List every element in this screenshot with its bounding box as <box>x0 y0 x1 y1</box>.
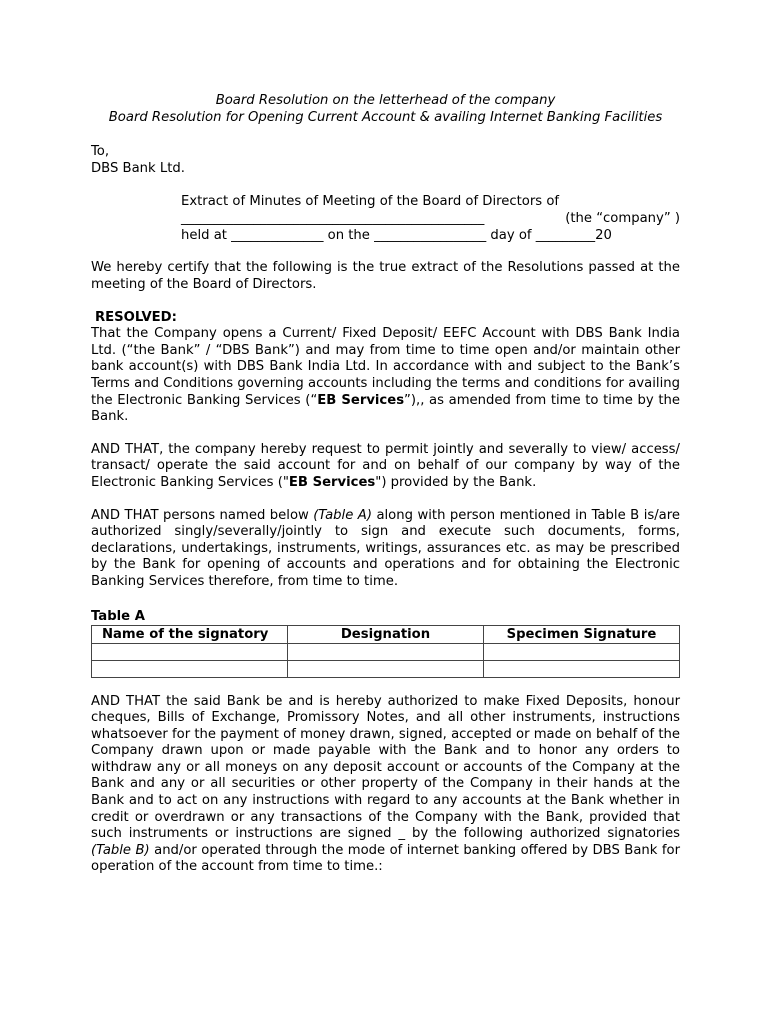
resolved-paragraph <box>91 326 680 426</box>
table-row <box>92 643 680 660</box>
document-header <box>81 92 690 126</box>
resolved-eb-services: EB Services <box>317 392 405 408</box>
and-that-1-eb-services: EB Services <box>288 474 376 490</box>
and-that-paragraph-2 <box>91 508 680 591</box>
extract-company-line <box>181 210 680 227</box>
table-cell <box>288 643 484 660</box>
company-name-blank: ______________________________________________ <box>181 211 485 226</box>
extract-held-at-line: held at ______________ on the _________________ day of _________20 <box>181 228 612 243</box>
and-that-paragraph-1 <box>91 442 680 492</box>
table-a <box>91 625 680 678</box>
table-cell <box>288 660 484 677</box>
and-that-2-after: along with person mentioned in Table B is/are authorized singly/severally/jointly to sign and execute such documents, forms, declarations, undertakings, instruments, writings, assurances etc. as may be prescribed by the Bank for opening of accounts and operations and for obtaining the Electronic Banking Services therefore, from time to time. <box>91 507 681 589</box>
and-that-3-table-b-ref: (Table B) <box>91 842 150 858</box>
table-cell <box>484 643 680 660</box>
address-block <box>91 143 680 177</box>
table-cell <box>484 660 680 677</box>
and-that-2-table-a-ref: (Table A) <box>313 507 372 523</box>
and-that-3-after: and/or operated through the mode of internet banking offered by DBS Bank for operation of the account from time to time.: <box>91 842 680 875</box>
extract-block <box>181 193 680 244</box>
address-to: To, <box>91 144 110 159</box>
table-a-header-row <box>92 625 680 643</box>
column-header-name: Name of the signatory <box>92 625 288 643</box>
table-a-title: Table A <box>91 608 145 624</box>
certify-paragraph: We hereby certify that the following is the true extract of the Resolutions passed at the meeting of the Board of Directors. <box>91 260 680 292</box>
and-that-1-before: AND THAT, the company hereby request to permit jointly and severally to view/ access/ transact/ operate the said account for and on behalf of our company by way of the Electronic Banking Services (" <box>91 441 680 490</box>
header-line-1: Board Resolution on the letterhead of the company <box>215 93 556 108</box>
table-cell <box>92 643 288 660</box>
and-that-3-before: AND THAT the said Bank be and is hereby authorized to make Fixed Deposits, honour cheques, Bills of Exchange, Promissory Notes, and all other instruments, instructions whatsoever for the payment of money drawn, signed, accepted or made on behalf of the Company drawn upon or made payable with the Bank and to honor any orders to withdraw any or all moneys on any deposit account or accounts of the Company at the Bank and any or all securities or other property of the Company in their hands at the Bank and to act on any instructions with regard to any accounts at the Bank whether in credit or overdrawn or any transactions of the Company with the Bank, provided that such instruments or instructions are signed _ by the following authorized signatories <box>91 693 680 842</box>
document-page <box>91 92 680 876</box>
resolved-text-before: That the Company opens a Current/ Fixed Deposit/ EEFC Account with DBS Bank India Ltd. (“the Bank” / “DBS Bank”) and may from time to time open and/or maintain other bank account(s) with DBS Bank India Ltd. In accordance with and subject to the Bank’s Terms and Conditions governing accounts including the terms and conditions for availing the Electronic Banking Services (“ <box>91 326 680 408</box>
header-line-2: Board Resolution for Opening Current Account & availing Internet Banking Facilities <box>108 110 663 125</box>
and-that-paragraph-3 <box>91 694 680 877</box>
column-header-signature: Specimen Signature <box>484 625 680 643</box>
and-that-2-before: AND THAT persons named below <box>91 507 314 523</box>
resolved-heading: RESOLVED: <box>95 310 177 326</box>
address-bank: DBS Bank Ltd. <box>91 161 185 176</box>
extract-line-1: Extract of Minutes of Meeting of the Board of Directors of <box>181 194 560 209</box>
column-header-designation: Designation <box>288 625 484 643</box>
resolved-text-after: ”),, as amended from time to time by the Bank. <box>91 392 681 425</box>
table-cell <box>92 660 288 677</box>
company-label: (the “company” ) <box>565 211 680 226</box>
table-row <box>92 660 680 677</box>
and-that-1-after: ") provided by the Bank. <box>375 474 537 490</box>
